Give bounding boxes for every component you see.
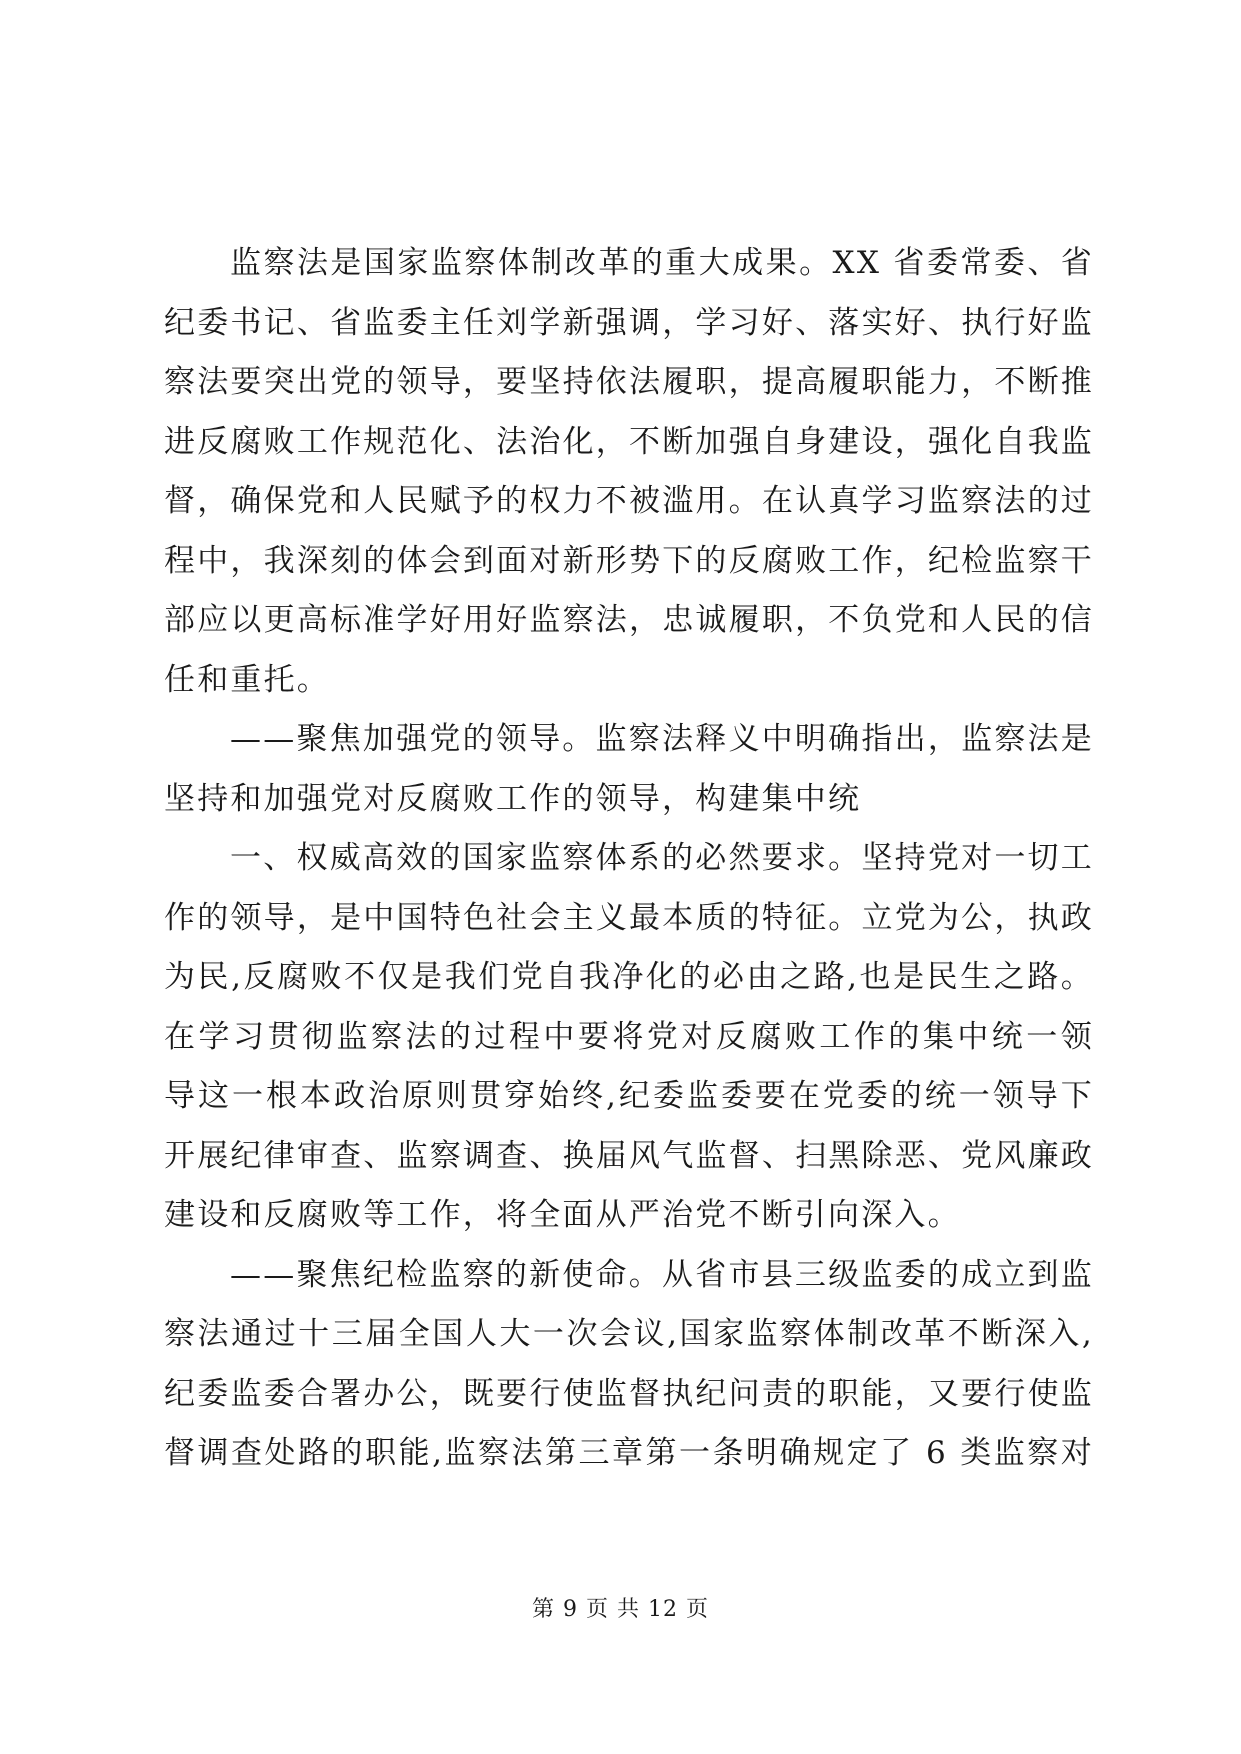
text-line: 纪委监委合署办公，既要行使监督执纪问责的职能，又要行使监 (164, 1375, 1094, 1412)
text-line: 进反腐败工作规范化、法治化，不断加强自身建设，强化自我监 (164, 423, 1094, 460)
text-line: 察法通过十三届全国人大一次会议,国家监察体制改革不断深入, (164, 1316, 1094, 1352)
body-text (164, 234, 1094, 1484)
text-line: 为民,反腐败不仅是我们党自我净化的必由之路,也是民生之路。 (164, 959, 1094, 995)
text-line: 纪委书记、省监委主任刘学新强调，学习好、落实好、执行好监 (164, 304, 1094, 341)
text-line: ——聚焦加强党的领导。监察法释义中明确指出，监察法是 (230, 721, 1094, 757)
text-line: 督调查处路的职能,监察法第三章第一条明确规定了 6 类监察对 (164, 1435, 1094, 1471)
page-number-footer: 第 9 页 共 12 页 (532, 1597, 709, 1622)
text-line: 作的领导，是中国特色社会主义最本质的特征。立党为公，执政 (164, 899, 1094, 936)
text-line: 在学习贯彻监察法的过程中要将党对反腐败工作的集中统一领 (164, 1018, 1094, 1055)
text-line: 坚持和加强党对反腐败工作的领导，构建集中统 (164, 780, 862, 817)
text-line: 监察法是国家监察体制改革的重大成果。XX 省委常委、省 (230, 245, 1094, 281)
text-line: 部应以更高标准学好用好监察法，忠诚履职，不负党和人民的信 (164, 602, 1094, 638)
text-line: 开展纪律审查、监察调查、换届风气监督、扫黑除恶、党风廉政 (164, 1137, 1094, 1174)
text-line: 导这一根本政治原则贯穿始终,纪委监委要在党委的统一领导下 (164, 1078, 1094, 1114)
text-line: 建设和反腐败等工作，将全面从严治党不断引向深入。 (164, 1197, 961, 1233)
text-line: 督，确保党和人民赋予的权力不被滥用。在认真学习监察法的过 (164, 483, 1094, 519)
text-line: 程中，我深刻的体会到面对新形势下的反腐败工作，纪检监察干 (164, 542, 1094, 579)
text-line: ——聚焦纪检监察的新使命。从省市县三级监委的成立到监 (230, 1256, 1094, 1293)
text-line: 任和重托。 (164, 661, 330, 698)
text-line: 一、权威高效的国家监察体系的必然要求。坚持党对一切工 (230, 840, 1094, 876)
text-line: 察法要突出党的领导，要坚持依法履职，提高履职能力，不断推 (164, 364, 1094, 400)
